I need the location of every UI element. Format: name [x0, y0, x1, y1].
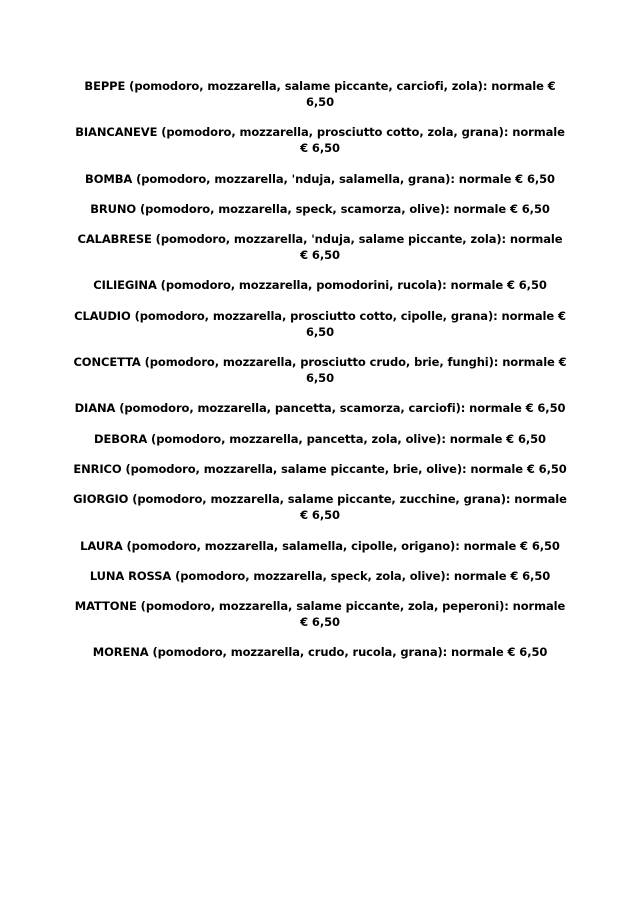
- menu-item-diana: DIANA (pomodoro, mozzarella, pancetta, scamorza, carciofi): normale € 6,50: [74, 401, 566, 416]
- menu-item-biancaneve: BIANCANEVE (pomodoro, mozzarella, prosciutto cotto, zola, grana): normale € 6,50: [75, 125, 565, 156]
- menu-item-bomba: BOMBA (pomodoro, mozzarella, 'nduja, salamella, grana): normale € 6,50: [85, 171, 555, 186]
- menu-item-claudio: CLAUDIO (pomodoro, mozzarella, prosciutto cotto, cipolle, grana): normale € 6,50: [74, 308, 566, 339]
- menu-item-calabrese: CALABRESE (pomodoro, mozzarella, 'nduja, salame piccante, zola): normale € 6,50: [77, 232, 563, 263]
- menu-item-ciliegina: CILIEGINA (pomodoro, mozzarella, pomodorini, rucola): normale € 6,50: [93, 278, 547, 293]
- menu-item-beppe: BEPPE (pomodoro, mozzarella, salame piccante, carciofi, zola): normale € 6,50: [84, 79, 556, 109]
- menu-item-enrico: ENRICO (pomodoro, mozzarella, salame piccante, brie, olive): normale € 6,50: [73, 461, 567, 476]
- menu-item-laura: LAURA (pomodoro, mozzarella, salamella, cipolle, origano): normale € 6,50: [80, 538, 560, 553]
- menu-item-debora: DEBORA (pomodoro, mozzarella, pancetta, zola, olive): normale € 6,50: [94, 431, 546, 446]
- menu-item-mattone: MATTONE (pomodoro, mozzarella, salame piccante, zola, peperoni): normale € 6,50: [74, 599, 566, 630]
- menu-item-bruno: BRUNO (pomodoro, mozzarella, speck, scamorza, olive): normale € 6,50: [90, 201, 550, 216]
- menu-item-concetta: CONCETTA (pomodoro, mozzarella, prosciutto crudo, brie, funghi): normale € 6,50: [73, 355, 567, 386]
- menu-item-morena: MORENA (pomodoro, mozzarella, crudo, rucola, grana): normale € 6,50: [92, 645, 548, 660]
- menu-item-giorgio: GIORGIO (pomodoro, mozzarella, salame piccante, zucchine, grana): normale € 6,50: [73, 492, 567, 523]
- menu-item-luna-rossa: LUNA ROSSA (pomodoro, mozzarella, speck, zola, olive): normale € 6,50: [89, 568, 551, 583]
- pizza-menu-list: [72, 78, 568, 675]
